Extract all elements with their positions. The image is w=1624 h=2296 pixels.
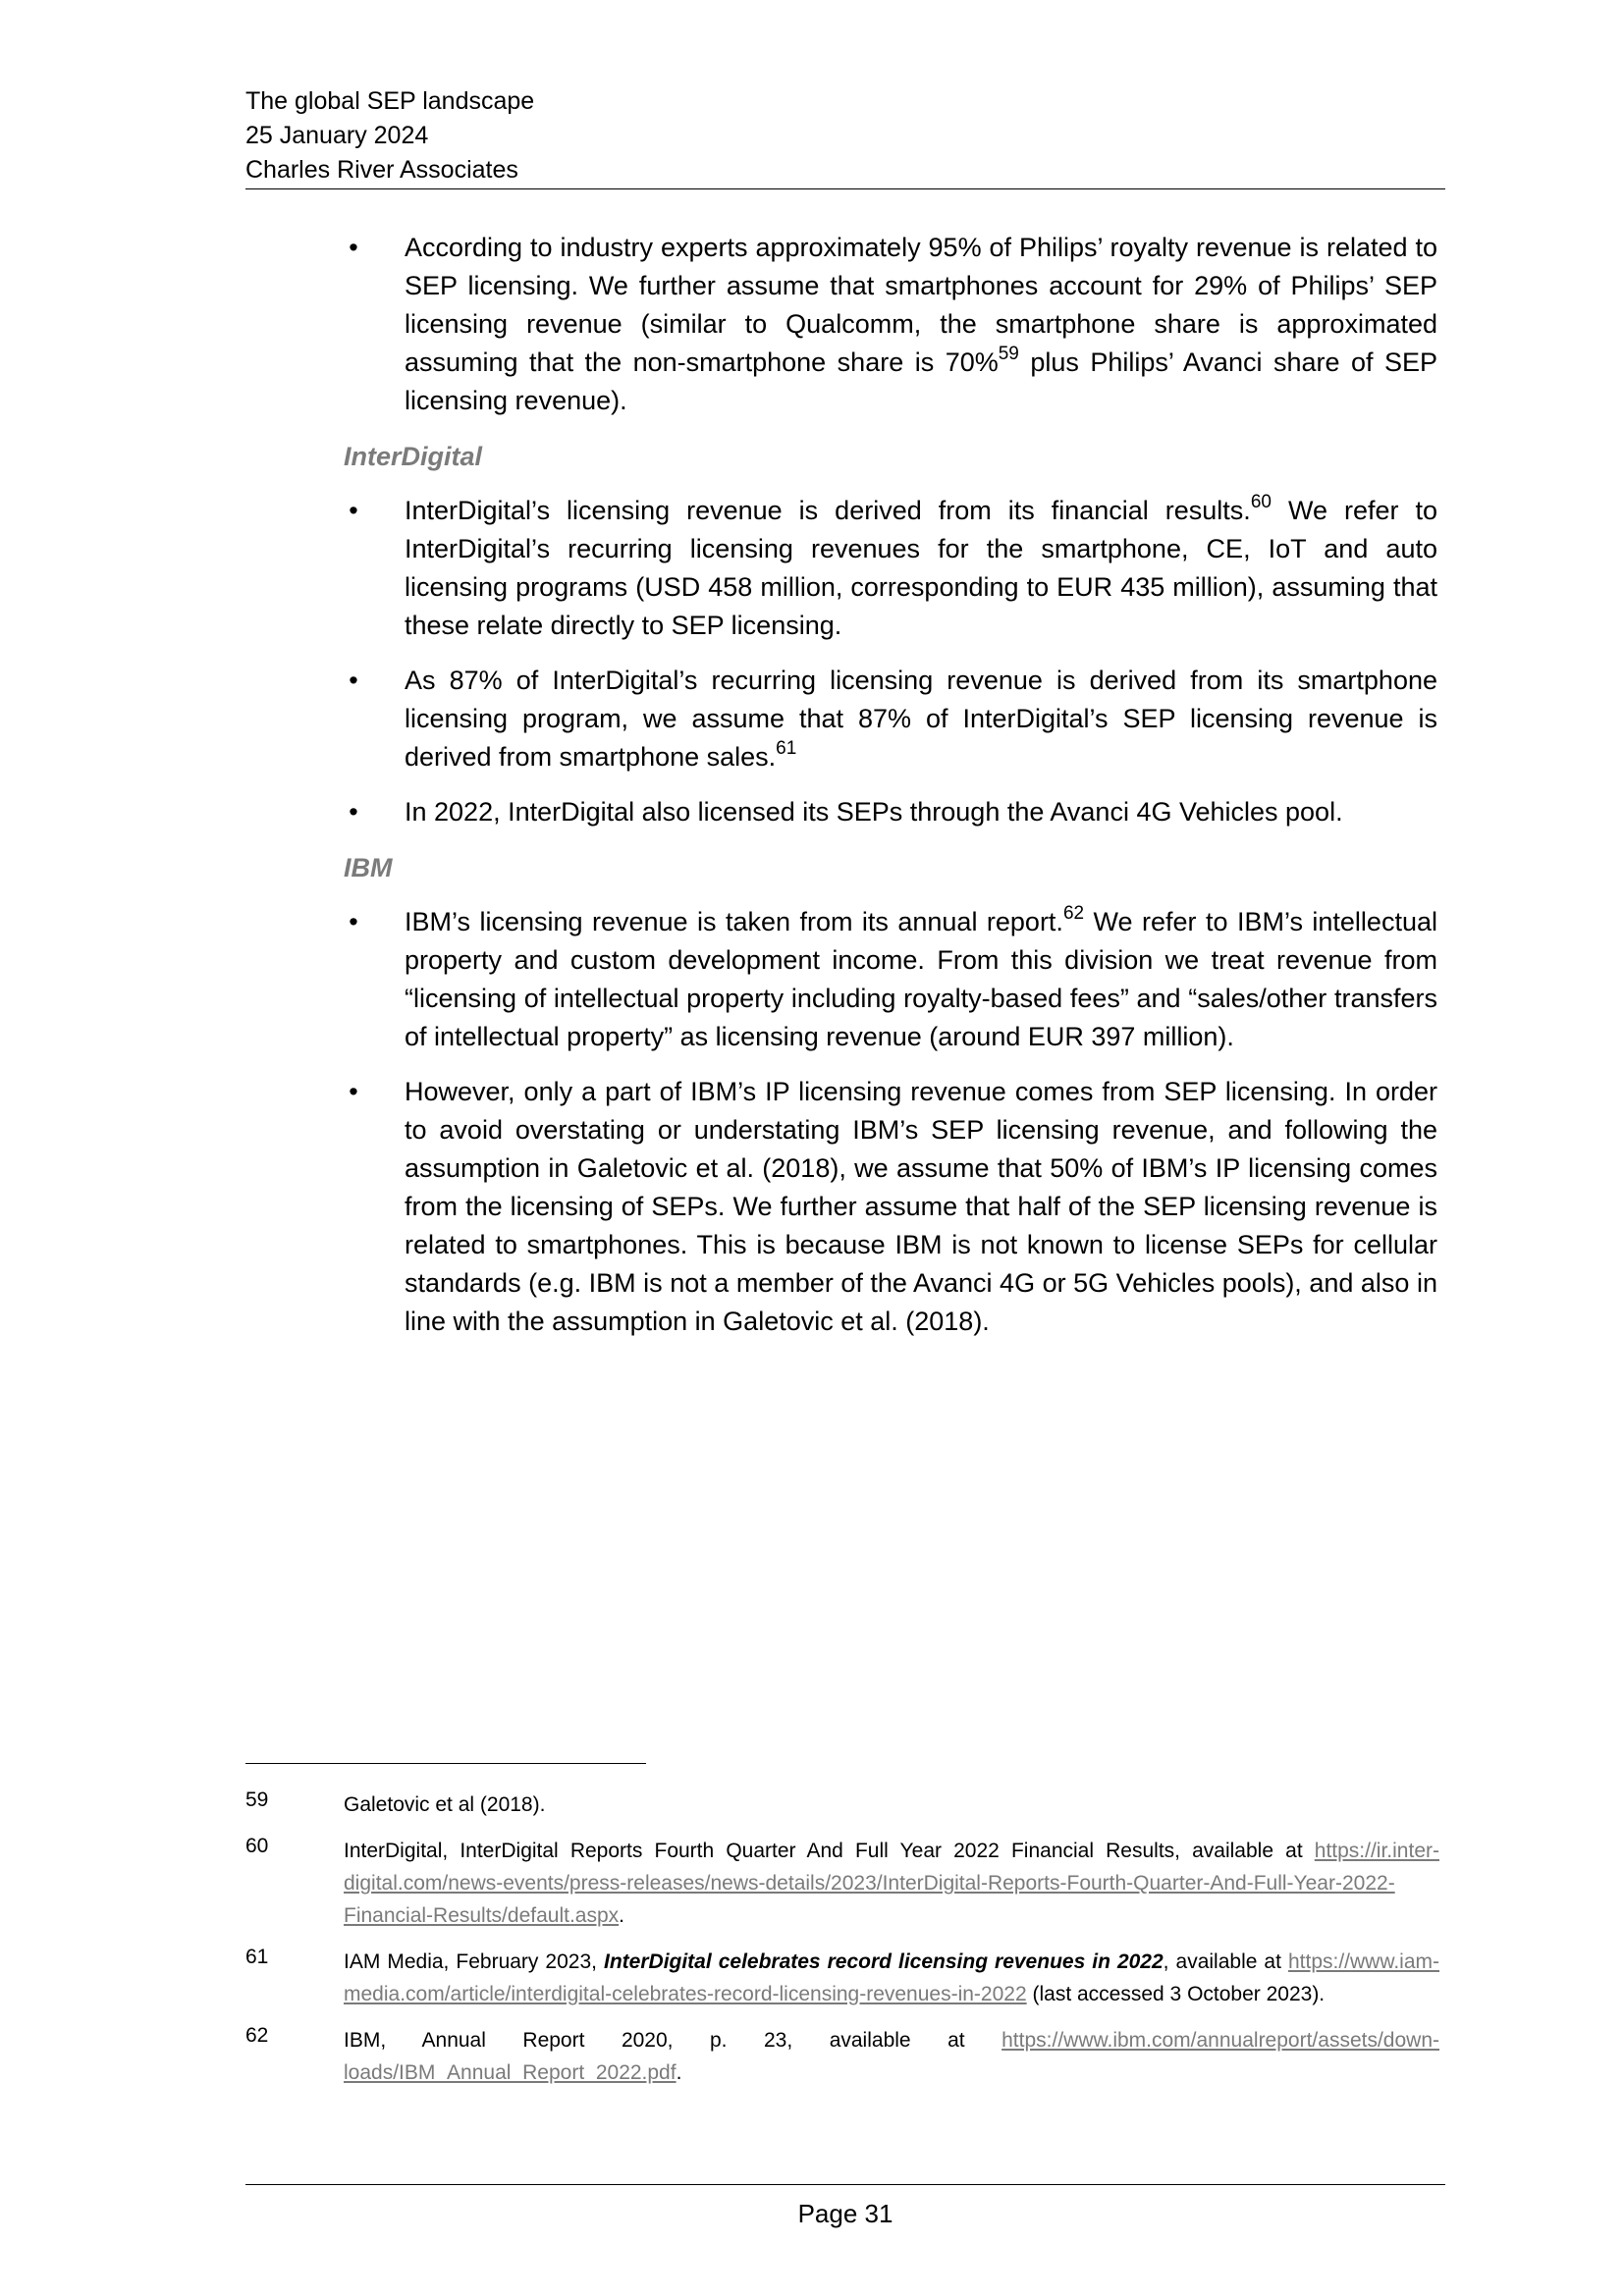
page-header <box>245 84 1443 187</box>
bullet-text: In 2022, InterDigital also licensed its SEPs through the Avanci 4G Vehicles pool. <box>405 797 1343 827</box>
footnote-text: IAM Media, February 2023, <box>344 1950 605 1973</box>
footnote-reference[interactable]: 62 <box>1062 903 1085 924</box>
footnote-text: InterDigital, InterDigital Reports Fourth Quarter And Full Year 2022 Financial Results, available at <box>344 1840 1315 1862</box>
footnote-reference[interactable]: 59 <box>998 344 1019 364</box>
footnote-number: 62 <box>245 2024 269 2047</box>
header-date: 25 January 2024 <box>245 122 429 149</box>
footnote-number: 60 <box>245 1835 269 1857</box>
footnote-number: 61 <box>245 1946 269 1968</box>
bullet-point: • <box>349 666 358 695</box>
interdigital-bullet-2 <box>344 662 1437 776</box>
footnote-reference[interactable]: 60 <box>1250 492 1272 512</box>
bullet-point: • <box>349 1077 358 1106</box>
bullet-point: • <box>349 907 358 936</box>
footnote-link[interactable]: https://www.iam-media.com/article/interdigital-celebrates-record-licensing-revenues-in-2022 <box>344 1950 1440 2005</box>
footnote-link[interactable]: https://www.ibm.com/annualreport/assets/down-loads/IBM_Annual_Report_2022.pdf <box>344 2029 1439 2084</box>
ibm-bullet-2 <box>344 1073 1437 1341</box>
interdigital-bullet-1 <box>344 492 1437 645</box>
header-report-title: The global SEP landscape <box>245 87 535 115</box>
footnote-number: 59 <box>245 1789 269 1811</box>
bullet-point: • <box>349 496 358 525</box>
footer-divider <box>245 2184 1445 2185</box>
footnote-text: Galetovic et al (2018). <box>344 1793 546 1816</box>
section-heading-ibm: IBM <box>344 853 393 882</box>
footnote-article-title: InterDigital celebrates record licensing revenues in 2022 <box>604 1950 1164 1973</box>
interdigital-bullet-3 <box>344 793 1437 831</box>
bullet-text: According to industry experts approximately 95% of Philips’ royalty revenue is related to SEP licensing. We further assume that smartphones account for 29% of Philips’ SEP licensing revenue (similar to Qualcomm, the smartphone share is approximated assuming that the non-smartphone share is 70% <box>405 233 1437 377</box>
bullet-text: InterDigital’s licensing revenue is derived from its financial results. <box>405 496 1251 525</box>
main-content <box>344 229 1437 1358</box>
footnotes <box>245 1789 1439 2103</box>
footnote-59 <box>245 1789 1439 1821</box>
bullet-text: As 87% of InterDigital’s recurring licensing revenue is derived from its smartphone licensing program, we assume that 87% of InterDigital’s SEP licensing revenue is derived from smartphone sales. <box>405 666 1437 772</box>
footnote-separator <box>245 1763 646 1764</box>
bullet-text: We refer to IBM’s intellectual property and custom development income. From this division we treat revenue from “licensing of intellectual property including royalty-based fees” and “sales/other transfers of intellectual property” as licensing revenue (around EUR 397 million). <box>405 907 1437 1051</box>
footnote-62: 62 IBM, Annual Report 2020, p. 23, available at https://www.ibm.com/annualreport/assets/down-loads/IBM_Annual_Report_2022.pdf. <box>245 2024 1439 2089</box>
footnote-61: 61 IAM Media, February 2023, InterDigital celebrates record licensing revenues in 2022, available at https://www.iam-media.com/article/interdigital-celebrates-record-licensing-revenues-in-2022 (last accessed 3 October 2023). <box>245 1946 1439 2010</box>
footnote-60: 60 InterDigital, InterDigital Reports Fourth Quarter And Full Year 2022 Financial Results, available at https://ir.inter-digital.com/news-events/press-releases/news-details/2023/InterDigital-Reports-Fourth-Quarter-And-Full-Year-2022-Financial-Results/default.aspx. <box>245 1835 1439 1932</box>
bullet-text: However, only a part of IBM’s IP licensing revenue comes from SEP licensing. In order to avoid overstating or understating IBM’s SEP licensing revenue, and following the assumption in Galetovic et al. (2018), we assume that 50% of IBM’s IP licensing comes from the licensing of SEPs. We further assume that half of the SEP licensing revenue is related to smartphones. This is because IBM is not known to license SEPs for cellular standards (e.g. IBM is not a member of the Avanci 4G or 5G Vehicles pools), and also in line with the assumption in Galetovic et al. (2018). <box>405 1077 1437 1336</box>
footnote-reference[interactable]: 61 <box>776 738 797 759</box>
bullet-text: We refer to InterDigital’s recurring licensing revenues for the smartphone, CE, IoT and auto licensing programs (USD 458 million, corresponding to EUR 435 million), assuming that these relate directly to SEP licensing. <box>405 496 1437 640</box>
bullet-point: • <box>349 233 358 262</box>
header-divider <box>245 188 1445 189</box>
page-number: Page 31 <box>797 2199 893 2228</box>
ibm-bullet-1 <box>344 903 1437 1056</box>
section-heading-interdigital: InterDigital <box>344 442 483 471</box>
bullet-point: • <box>349 797 358 827</box>
footnote-link[interactable]: https://ir.inter-digital.com/news-events/press-releases/news-details/2023/InterDigital-Reports-Fourth-Quarter-And-Full-Year-2022-Financial-Results/default.aspx <box>344 1840 1439 1927</box>
header-organization: Charles River Associates <box>245 156 518 184</box>
footnote-text: IBM, Annual Report 2020, p. 23, available at <box>344 2029 1002 2052</box>
bullet-text: plus Philips’ Avanci share of SEP licensing revenue). <box>405 347 1437 415</box>
bullet-text: IBM’s licensing revenue is taken from its annual report. <box>405 907 1063 936</box>
philips-bullet-1 <box>344 229 1437 420</box>
